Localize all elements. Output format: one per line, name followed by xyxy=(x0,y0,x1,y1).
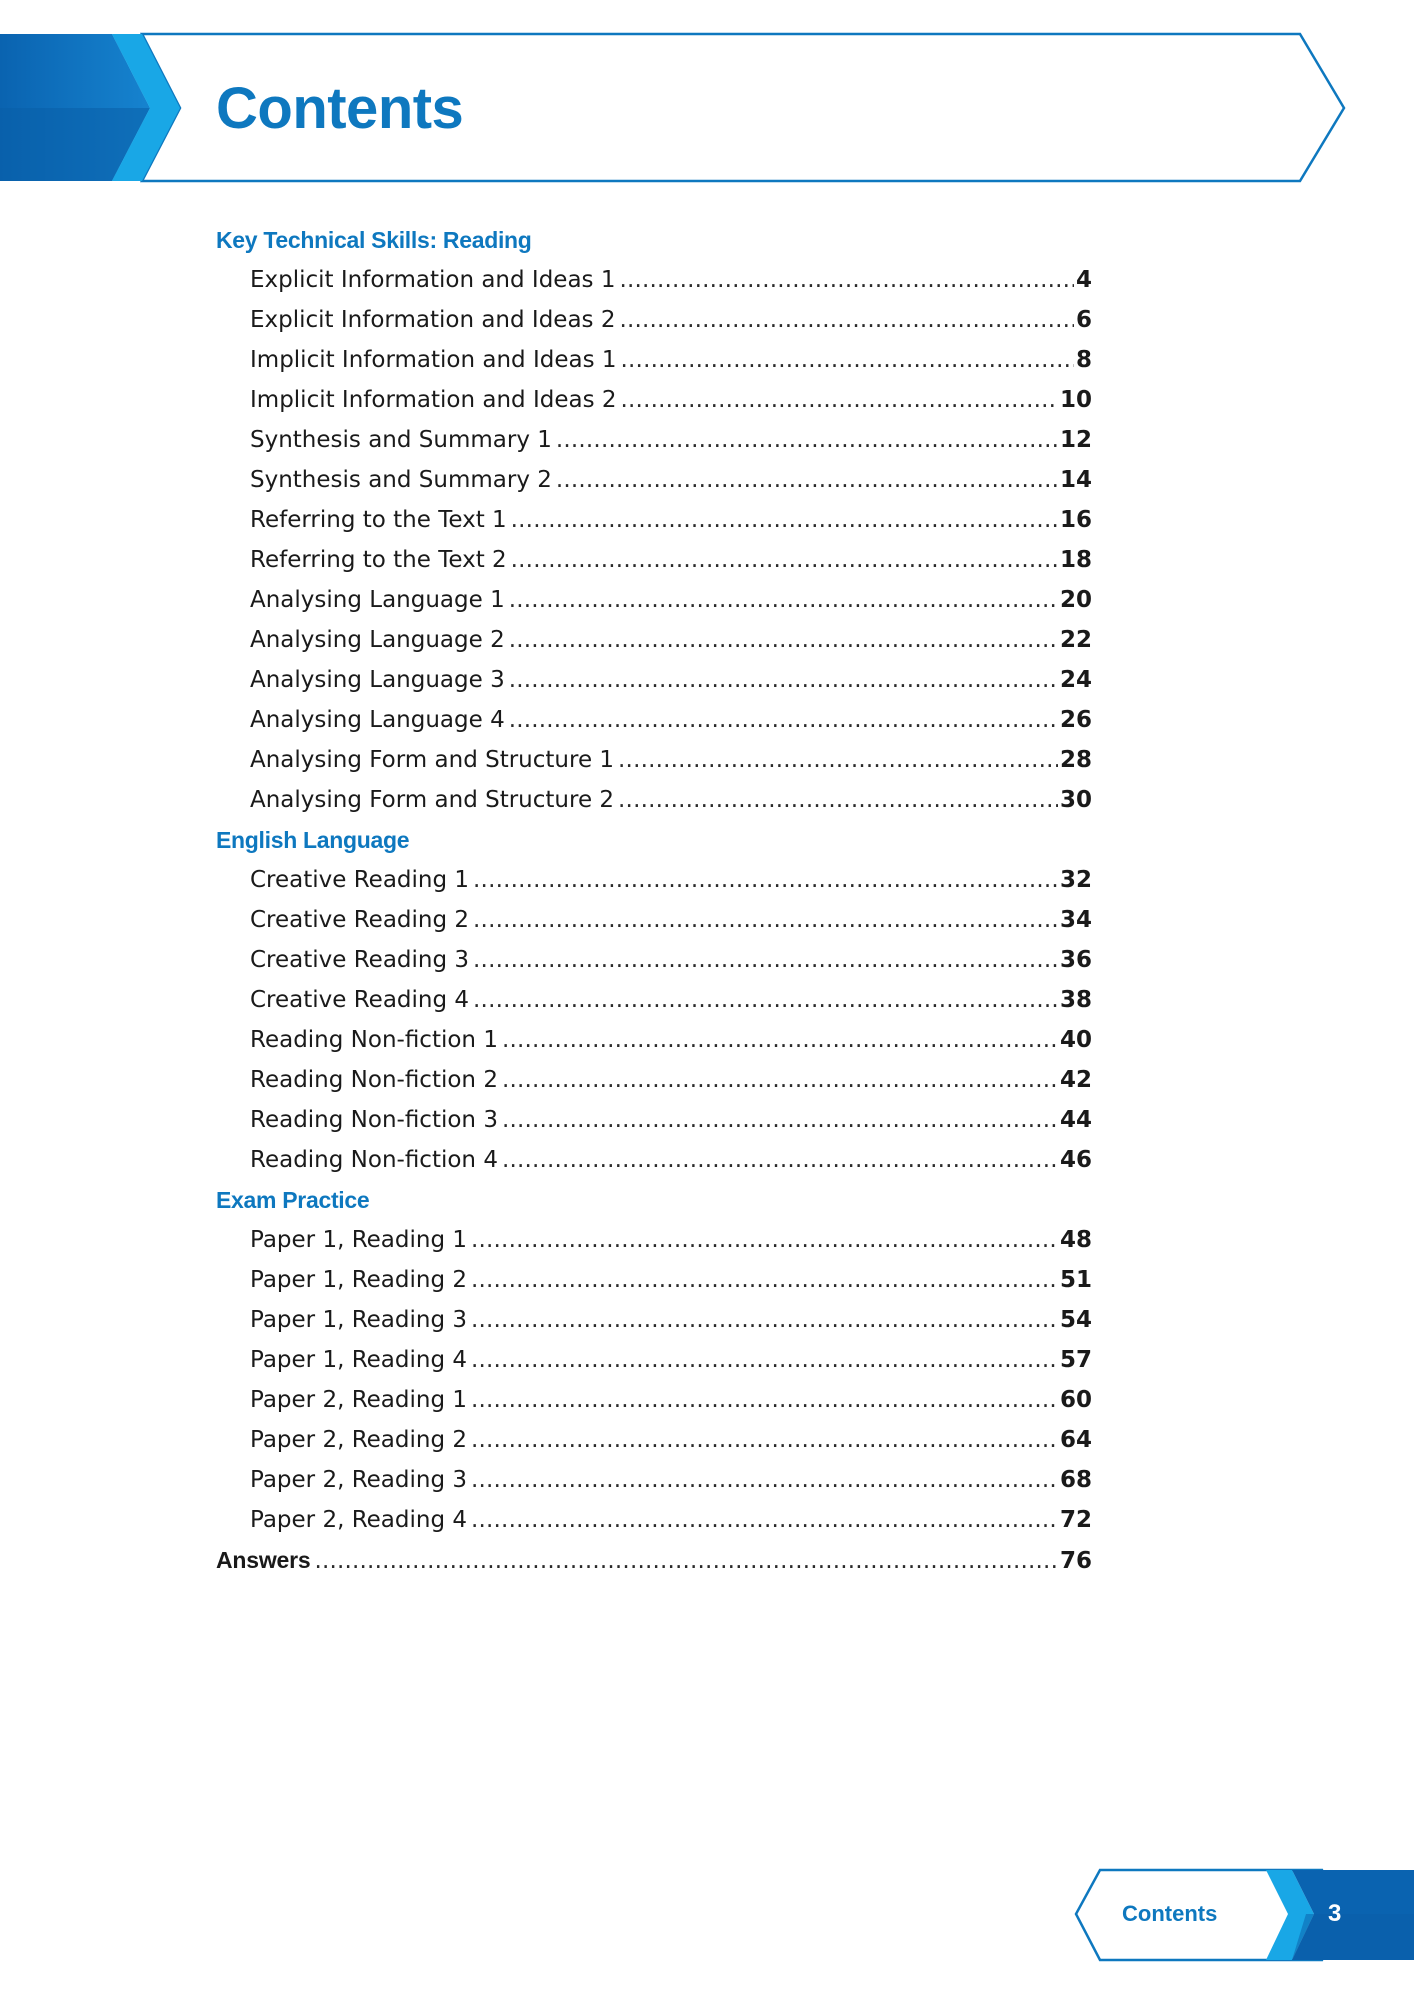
toc-entry[interactable] xyxy=(216,900,1092,940)
toc-entry[interactable] xyxy=(216,1420,1092,1460)
toc-entry[interactable] xyxy=(216,1140,1092,1180)
toc-entry-page: 38 xyxy=(1059,987,1092,1013)
section-heading: English Language xyxy=(216,827,410,853)
toc-entry[interactable] xyxy=(216,380,1092,420)
toc-entry-title: Answers xyxy=(216,1547,311,1573)
toc-entry-title: Reading Non-fiction 3 xyxy=(250,1107,498,1133)
dot-leader xyxy=(471,1340,1058,1380)
dot-leader xyxy=(619,260,1074,300)
toc-entry-answers[interactable] xyxy=(216,1540,1092,1580)
toc-entry-page: 64 xyxy=(1059,1427,1092,1453)
toc-entry-page: 18 xyxy=(1059,547,1092,573)
toc-entry-title: Analysing Language 2 xyxy=(250,627,505,653)
toc-entry[interactable] xyxy=(216,460,1092,500)
page-number: 3 xyxy=(1328,1900,1342,1927)
toc-entry-title: Synthesis and Summary 1 xyxy=(250,427,552,453)
dot-leader xyxy=(471,1460,1058,1500)
section-heading: Exam Practice xyxy=(216,1187,370,1213)
toc-entry-page: 57 xyxy=(1059,1347,1092,1373)
toc-entry-title: Reading Non-fiction 1 xyxy=(250,1027,498,1053)
dot-leader xyxy=(314,1541,1058,1581)
toc-entry-page: 51 xyxy=(1059,1267,1092,1293)
toc-entry-title: Creative Reading 2 xyxy=(250,907,470,933)
toc-entry-title: Explicit Information and Ideas 1 xyxy=(250,267,616,293)
dot-leader xyxy=(509,700,1058,740)
toc-entry-page: 26 xyxy=(1059,707,1092,733)
toc-entry-page: 16 xyxy=(1059,507,1092,533)
toc-entry-title: Analysing Language 3 xyxy=(250,667,505,693)
dot-leader xyxy=(511,540,1058,580)
header-banner-graphic xyxy=(0,0,1414,200)
toc-entry[interactable] xyxy=(216,700,1092,740)
dot-leader xyxy=(471,1380,1058,1420)
dot-leader xyxy=(471,1420,1058,1460)
toc-entry-title: Analysing Form and Structure 1 xyxy=(250,747,615,773)
toc-entry-title: Paper 1, Reading 2 xyxy=(250,1267,468,1293)
toc-entry-title: Reading Non-fiction 2 xyxy=(250,1067,498,1093)
toc-entry[interactable] xyxy=(216,1340,1092,1380)
toc-entry-page: 46 xyxy=(1059,1147,1092,1173)
section-heading: Key Technical Skills: Reading xyxy=(216,227,532,253)
toc-entry-page: 54 xyxy=(1059,1307,1092,1333)
toc-entry[interactable] xyxy=(216,940,1092,980)
toc-entry[interactable] xyxy=(216,260,1092,300)
dot-leader xyxy=(621,340,1074,380)
toc-entry[interactable] xyxy=(216,860,1092,900)
toc-entry-page: 42 xyxy=(1059,1067,1092,1093)
toc-entry[interactable] xyxy=(216,1460,1092,1500)
toc-entry[interactable] xyxy=(216,1260,1092,1300)
toc-entry-title: Implicit Information and Ideas 2 xyxy=(250,387,617,413)
toc-entry[interactable] xyxy=(216,1500,1092,1540)
toc-entry-page: 4 xyxy=(1075,267,1092,293)
header-banner xyxy=(0,0,1414,200)
toc-entry-title: Paper 2, Reading 4 xyxy=(250,1507,468,1533)
toc-entry[interactable] xyxy=(216,780,1092,820)
footer-tab xyxy=(1070,1860,1414,1970)
toc-entry-page: 24 xyxy=(1059,667,1092,693)
dot-leader xyxy=(473,860,1058,900)
toc-entry-page: 22 xyxy=(1059,627,1092,653)
dot-leader xyxy=(621,380,1058,420)
toc-entry-page: 20 xyxy=(1059,587,1092,613)
toc-entry-title: Referring to the Text 2 xyxy=(250,547,507,573)
toc-entry[interactable] xyxy=(216,1060,1092,1100)
toc-entry[interactable] xyxy=(216,300,1092,340)
dot-leader xyxy=(619,300,1074,340)
toc-entry-page: 44 xyxy=(1059,1107,1092,1133)
toc-entry-page: 34 xyxy=(1059,907,1092,933)
toc-entry-title: Implicit Information and Ideas 1 xyxy=(250,347,617,373)
toc-entry-title: Paper 2, Reading 3 xyxy=(250,1467,468,1493)
toc-entry-page: 12 xyxy=(1059,427,1092,453)
dot-leader xyxy=(473,980,1058,1020)
toc-entry[interactable] xyxy=(216,740,1092,780)
toc-entry-page: 6 xyxy=(1075,307,1092,333)
toc-entry-title: Reading Non-fiction 4 xyxy=(250,1147,498,1173)
toc-entry[interactable] xyxy=(216,620,1092,660)
toc-entry-page: 40 xyxy=(1059,1027,1092,1053)
toc-entry-page: 48 xyxy=(1059,1227,1092,1253)
toc-entry-page: 76 xyxy=(1059,1548,1092,1574)
toc-entry-title: Paper 1, Reading 3 xyxy=(250,1307,468,1333)
footer-label: Contents xyxy=(1122,1901,1218,1926)
toc-entry[interactable] xyxy=(216,1100,1092,1140)
dot-leader xyxy=(502,1140,1058,1180)
dot-leader xyxy=(473,940,1058,980)
toc-entry-title: Synthesis and Summary 2 xyxy=(250,467,552,493)
toc-entry-title: Explicit Information and Ideas 2 xyxy=(250,307,616,333)
dot-leader xyxy=(502,1060,1058,1100)
toc-entry[interactable] xyxy=(216,1380,1092,1420)
toc-entry-title: Paper 2, Reading 1 xyxy=(250,1387,468,1413)
toc-entry-title: Referring to the Text 1 xyxy=(250,507,507,533)
toc-entry-page: 32 xyxy=(1059,867,1092,893)
dot-leader xyxy=(471,1500,1058,1540)
dot-leader xyxy=(471,1300,1058,1340)
toc-entry-title: Paper 1, Reading 1 xyxy=(250,1227,468,1253)
toc-entry-page: 72 xyxy=(1059,1507,1092,1533)
toc-entry[interactable] xyxy=(216,660,1092,700)
toc-entry-page: 10 xyxy=(1059,387,1092,413)
toc-entry-title: Creative Reading 1 xyxy=(250,867,470,893)
toc-entry-page: 28 xyxy=(1059,747,1092,773)
toc-entry-title: Creative Reading 4 xyxy=(250,987,470,1013)
toc-entry[interactable] xyxy=(216,1220,1092,1260)
toc-entry-page: 36 xyxy=(1059,947,1092,973)
toc-entry-page: 68 xyxy=(1059,1467,1092,1493)
toc-entry-title: Creative Reading 3 xyxy=(250,947,470,973)
toc-entry-title: Paper 1, Reading 4 xyxy=(250,1347,468,1373)
toc-entry[interactable] xyxy=(216,500,1092,540)
toc-entry-page: 14 xyxy=(1059,467,1092,493)
dot-leader xyxy=(473,900,1058,940)
dot-leader xyxy=(618,780,1058,820)
toc-entry-title: Analysing Form and Structure 2 xyxy=(250,787,615,813)
dot-leader xyxy=(509,620,1058,660)
toc-entry[interactable] xyxy=(216,1300,1092,1340)
dot-leader xyxy=(509,580,1058,620)
table-of-contents xyxy=(216,220,1092,1580)
dot-leader xyxy=(556,420,1058,460)
toc-entry[interactable] xyxy=(216,580,1092,620)
dot-leader xyxy=(509,660,1058,700)
toc-entry-page: 30 xyxy=(1059,787,1092,813)
toc-entry-title: Paper 2, Reading 2 xyxy=(250,1427,468,1453)
dot-leader xyxy=(502,1020,1058,1060)
dot-leader xyxy=(471,1260,1058,1300)
toc-entry[interactable] xyxy=(216,980,1092,1020)
dot-leader xyxy=(618,740,1058,780)
toc-entry[interactable] xyxy=(216,540,1092,580)
toc-entry[interactable] xyxy=(216,1020,1092,1060)
toc-entry[interactable] xyxy=(216,340,1092,380)
dot-leader xyxy=(556,460,1058,500)
dot-leader xyxy=(511,500,1058,540)
toc-entry[interactable] xyxy=(216,420,1092,460)
page-title: Contents xyxy=(216,76,464,141)
toc-entry-page: 8 xyxy=(1075,347,1092,373)
toc-entry-title: Analysing Language 4 xyxy=(250,707,505,733)
dot-leader xyxy=(471,1220,1058,1260)
toc-entry-title: Analysing Language 1 xyxy=(250,587,505,613)
toc-entry-page: 60 xyxy=(1059,1387,1092,1413)
dot-leader xyxy=(502,1100,1058,1140)
